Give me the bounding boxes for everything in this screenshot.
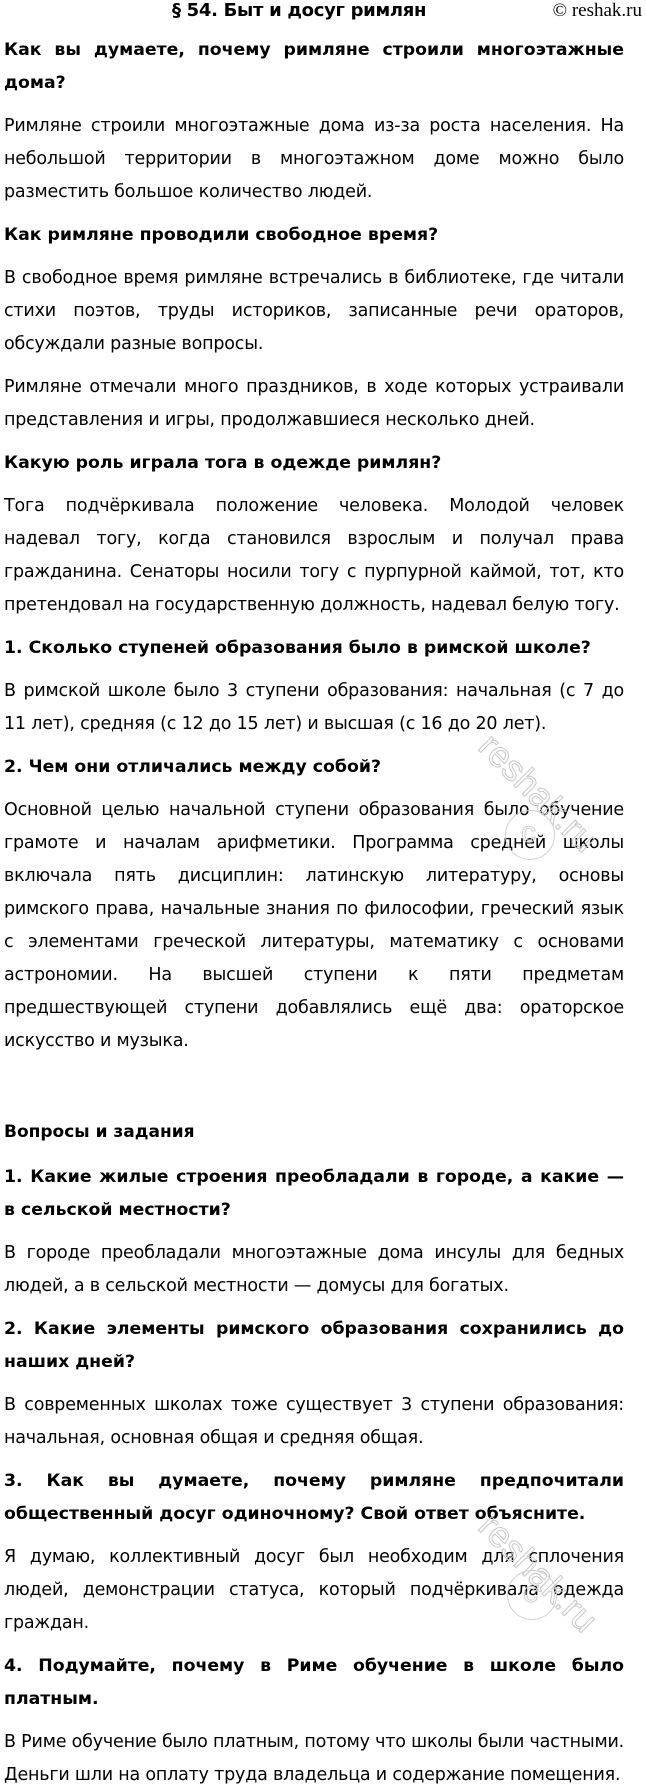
page-header (4, 0, 642, 30)
answer: Римляне строили многоэтажные дома из-за роста населения. На небольшой территории в многоэтажном доме можно было разместить большое количество людей. (4, 116, 624, 202)
question: Как римляне проводили свободное время? (4, 225, 439, 245)
page-title: § 54. Быт и досуг римлян (172, 0, 427, 21)
question: Как вы думаете, почему римляне строили многоэтажные дома? (4, 40, 624, 93)
question: 4. Подумайте, почему в Риме обучение в школе было платным. (4, 1656, 624, 1709)
content (4, 34, 624, 1792)
answer: Основной целью начальной ступени образования было обучение грамоте и началам арифметики. Программа средней школы включала пять дисциплин: латинскую литературу, основы римского права, начальные знания по философии, греческий язык с элементами греческой литературы, математику с основами астрономии. На высшей ступени к пяти предметам предшествующей ступени добавлялись ещё два: ораторское искусство и музыка. (4, 800, 624, 1051)
question: 1. Какие жилые строения преобладали в городе, а какие — в сельской местности? (4, 1167, 624, 1220)
answer: В свободное время римляне встречались в библиотеке, где читали стихи поэтов, труды историков, записанные речи ораторов, обсуждали разные вопросы. (4, 268, 624, 354)
question: Какую роль играла тога в одежде римлян? (4, 453, 442, 473)
answer: В городе преобладали многоэтажные дома инсулы для бедных людей, а в сельской местности — домусы для богатых. (4, 1243, 624, 1296)
answer: Римляне отмечали много праздников, в ходе которых устраивали представления и игры, продолжавшиеся несколько дней. (4, 377, 624, 430)
answer: Тога подчёркивала положение человека. Молодой человек надевал тогу, когда становился взрослым и получал права гражданина. Сенаторы носили тогу с пурпурной каймой, тот, кто претендовал на государственную должность, надевал белую тогу. (4, 496, 624, 615)
question: 2. Какие элементы римского образования сохранились до наших дней? (4, 1319, 624, 1372)
watermark-text: reshak.ru (471, 1505, 607, 1641)
watermark-text: reshak.ru (471, 725, 607, 861)
answer: В Риме обучение было платным, потому что школы были частными. Деньги шли на оплату труда владельца и содержание помещения. (4, 1732, 624, 1785)
question: 3. Как вы думаете, почему римляне предпочитали общественный досуг одиночному? Свой ответ объясните. (4, 1471, 624, 1524)
document-page (4, 0, 642, 1792)
answer: В современных школах тоже существует 3 ступени образования: начальная, основная общая и средняя общая. (4, 1395, 624, 1448)
answer: Я думаю, коллективный досуг был необходим для сплочения людей, демонстрации статуса, который подчёркивала одежда граждан. (4, 1547, 624, 1633)
copyright-label: © reshak.ru (552, 0, 642, 21)
section-title: Вопросы и задания (4, 1122, 195, 1142)
question: 1. Сколько ступеней образования было в римской школе? (4, 638, 591, 658)
answer: В римской школе было 3 ступени образования: начальная (с 7 до 11 лет), средняя (с 12 до 15 лет) и высшая (с 16 до 20 лет). (4, 681, 624, 734)
question: 2. Чем они отличались между собой? (4, 757, 381, 777)
